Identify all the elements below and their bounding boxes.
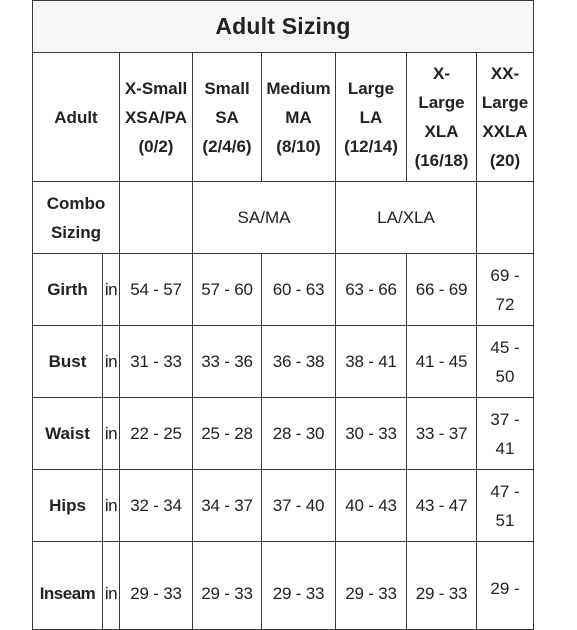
table-row-hips: [33, 470, 534, 542]
size-code: MA: [285, 107, 312, 127]
size-name: Large: [347, 78, 395, 98]
value-cell: 30 - 33: [336, 398, 407, 470]
table-row-inseam: [33, 542, 534, 630]
row-label: Waist: [33, 398, 103, 470]
size-name-part: Large: [418, 93, 465, 112]
value-cell: 29 - 33: [336, 542, 407, 630]
size-header-medium: [262, 53, 336, 182]
size-range: (20): [489, 151, 521, 170]
value-cell: 43 - 47: [407, 470, 477, 542]
table-row-waist: [33, 398, 534, 470]
combo-cell-xxlarge: [477, 182, 534, 254]
value-cell: 33 - 37: [407, 398, 477, 470]
size-range: (16/18): [414, 151, 469, 170]
value-cell: 63 - 66: [336, 254, 407, 326]
value-cell: 36 - 38: [262, 326, 336, 398]
size-code: XXLA: [482, 122, 528, 141]
size-code: XLA: [424, 122, 459, 141]
value-line: 41: [495, 438, 515, 458]
combo-cell-xsmall: [120, 182, 193, 254]
combo-cell-la-xla: LA/XLA: [336, 182, 477, 254]
value-cell: 38 - 41: [336, 326, 407, 398]
table-row-bust: [33, 326, 534, 398]
value-cell: 37 - 40: [262, 470, 336, 542]
unit-cell: in: [103, 470, 120, 542]
value-cell: 22 - 25: [120, 398, 193, 470]
value-cell: 31 - 33: [120, 326, 193, 398]
value-cell: 60 - 63: [262, 254, 336, 326]
size-name-part: X-: [433, 64, 450, 83]
unit-cell: in: [103, 254, 120, 326]
value-cell-xxlarge: [477, 542, 534, 630]
value-line: 69 -: [490, 265, 520, 285]
value-cell-xxlarge: [477, 398, 534, 470]
size-range: (12/14): [344, 136, 398, 156]
size-header-xxlarge: [477, 53, 534, 182]
value-cell: 28 - 30: [262, 398, 336, 470]
size-code: LA: [359, 107, 383, 127]
size-name-part: Large: [481, 93, 529, 112]
size-header-row: [33, 53, 534, 182]
value-cell: 29 - 33: [120, 542, 193, 630]
value-cell: 34 - 37: [193, 470, 262, 542]
value-line: 37 -: [490, 409, 520, 429]
value-line: 72: [495, 294, 515, 314]
value-cell: 57 - 60: [193, 254, 262, 326]
value-cell: 25 - 28: [193, 398, 262, 470]
value-line: 29 -: [490, 578, 520, 598]
adult-header-label: Adult: [33, 53, 120, 182]
row-label: Hips: [33, 470, 103, 542]
value-cell: 41 - 45: [407, 326, 477, 398]
size-name: Small: [204, 78, 250, 98]
size-range: (2/4/6): [202, 136, 252, 156]
table-row-girth: [33, 254, 534, 326]
size-range: (0/2): [138, 136, 174, 156]
size-name: Medium: [266, 78, 331, 98]
value-line: 45 -: [490, 337, 520, 357]
size-code: XSA/PA: [124, 107, 188, 127]
value-cell-xxlarge: [477, 470, 534, 542]
adult-sizing-table: [32, 0, 534, 630]
table-title: Adult Sizing: [33, 1, 534, 53]
row-label: Girth: [33, 254, 103, 326]
value-cell: 54 - 57: [120, 254, 193, 326]
value-line: 47 -: [490, 481, 520, 501]
size-header-large: [336, 53, 407, 182]
combo-sizing-label: [33, 182, 120, 254]
value-cell: 40 - 43: [336, 470, 407, 542]
size-header-xsmall: [120, 53, 193, 182]
value-cell: 29 - 33: [407, 542, 477, 630]
size-code: SA: [215, 107, 239, 127]
combo-label-line: Combo: [46, 193, 106, 213]
value-line: 50: [495, 366, 515, 386]
value-cell: 66 - 69: [407, 254, 477, 326]
combo-cell-sa-ma: SA/MA: [193, 182, 336, 254]
size-name: X-Small: [124, 78, 188, 98]
value-cell: 33 - 36: [193, 326, 262, 398]
value-cell: 29 - 33: [193, 542, 262, 630]
value-line: 51: [495, 510, 515, 530]
combo-sizing-row: [33, 182, 534, 254]
unit-cell: in: [103, 398, 120, 470]
size-name-part: XX-: [490, 64, 520, 83]
unit-cell: in: [103, 542, 120, 630]
value-cell: 29 - 33: [262, 542, 336, 630]
combo-label-line: Sizing: [50, 222, 102, 242]
size-header-small: [193, 53, 262, 182]
row-label: Bust: [33, 326, 103, 398]
row-label: Inseam: [33, 542, 103, 630]
value-cell: 32 - 34: [120, 470, 193, 542]
value-cell-xxlarge: [477, 326, 534, 398]
value-cell-xxlarge: [477, 254, 534, 326]
unit-cell: in: [103, 326, 120, 398]
size-header-xlarge: [407, 53, 477, 182]
size-range: (8/10): [276, 136, 321, 156]
